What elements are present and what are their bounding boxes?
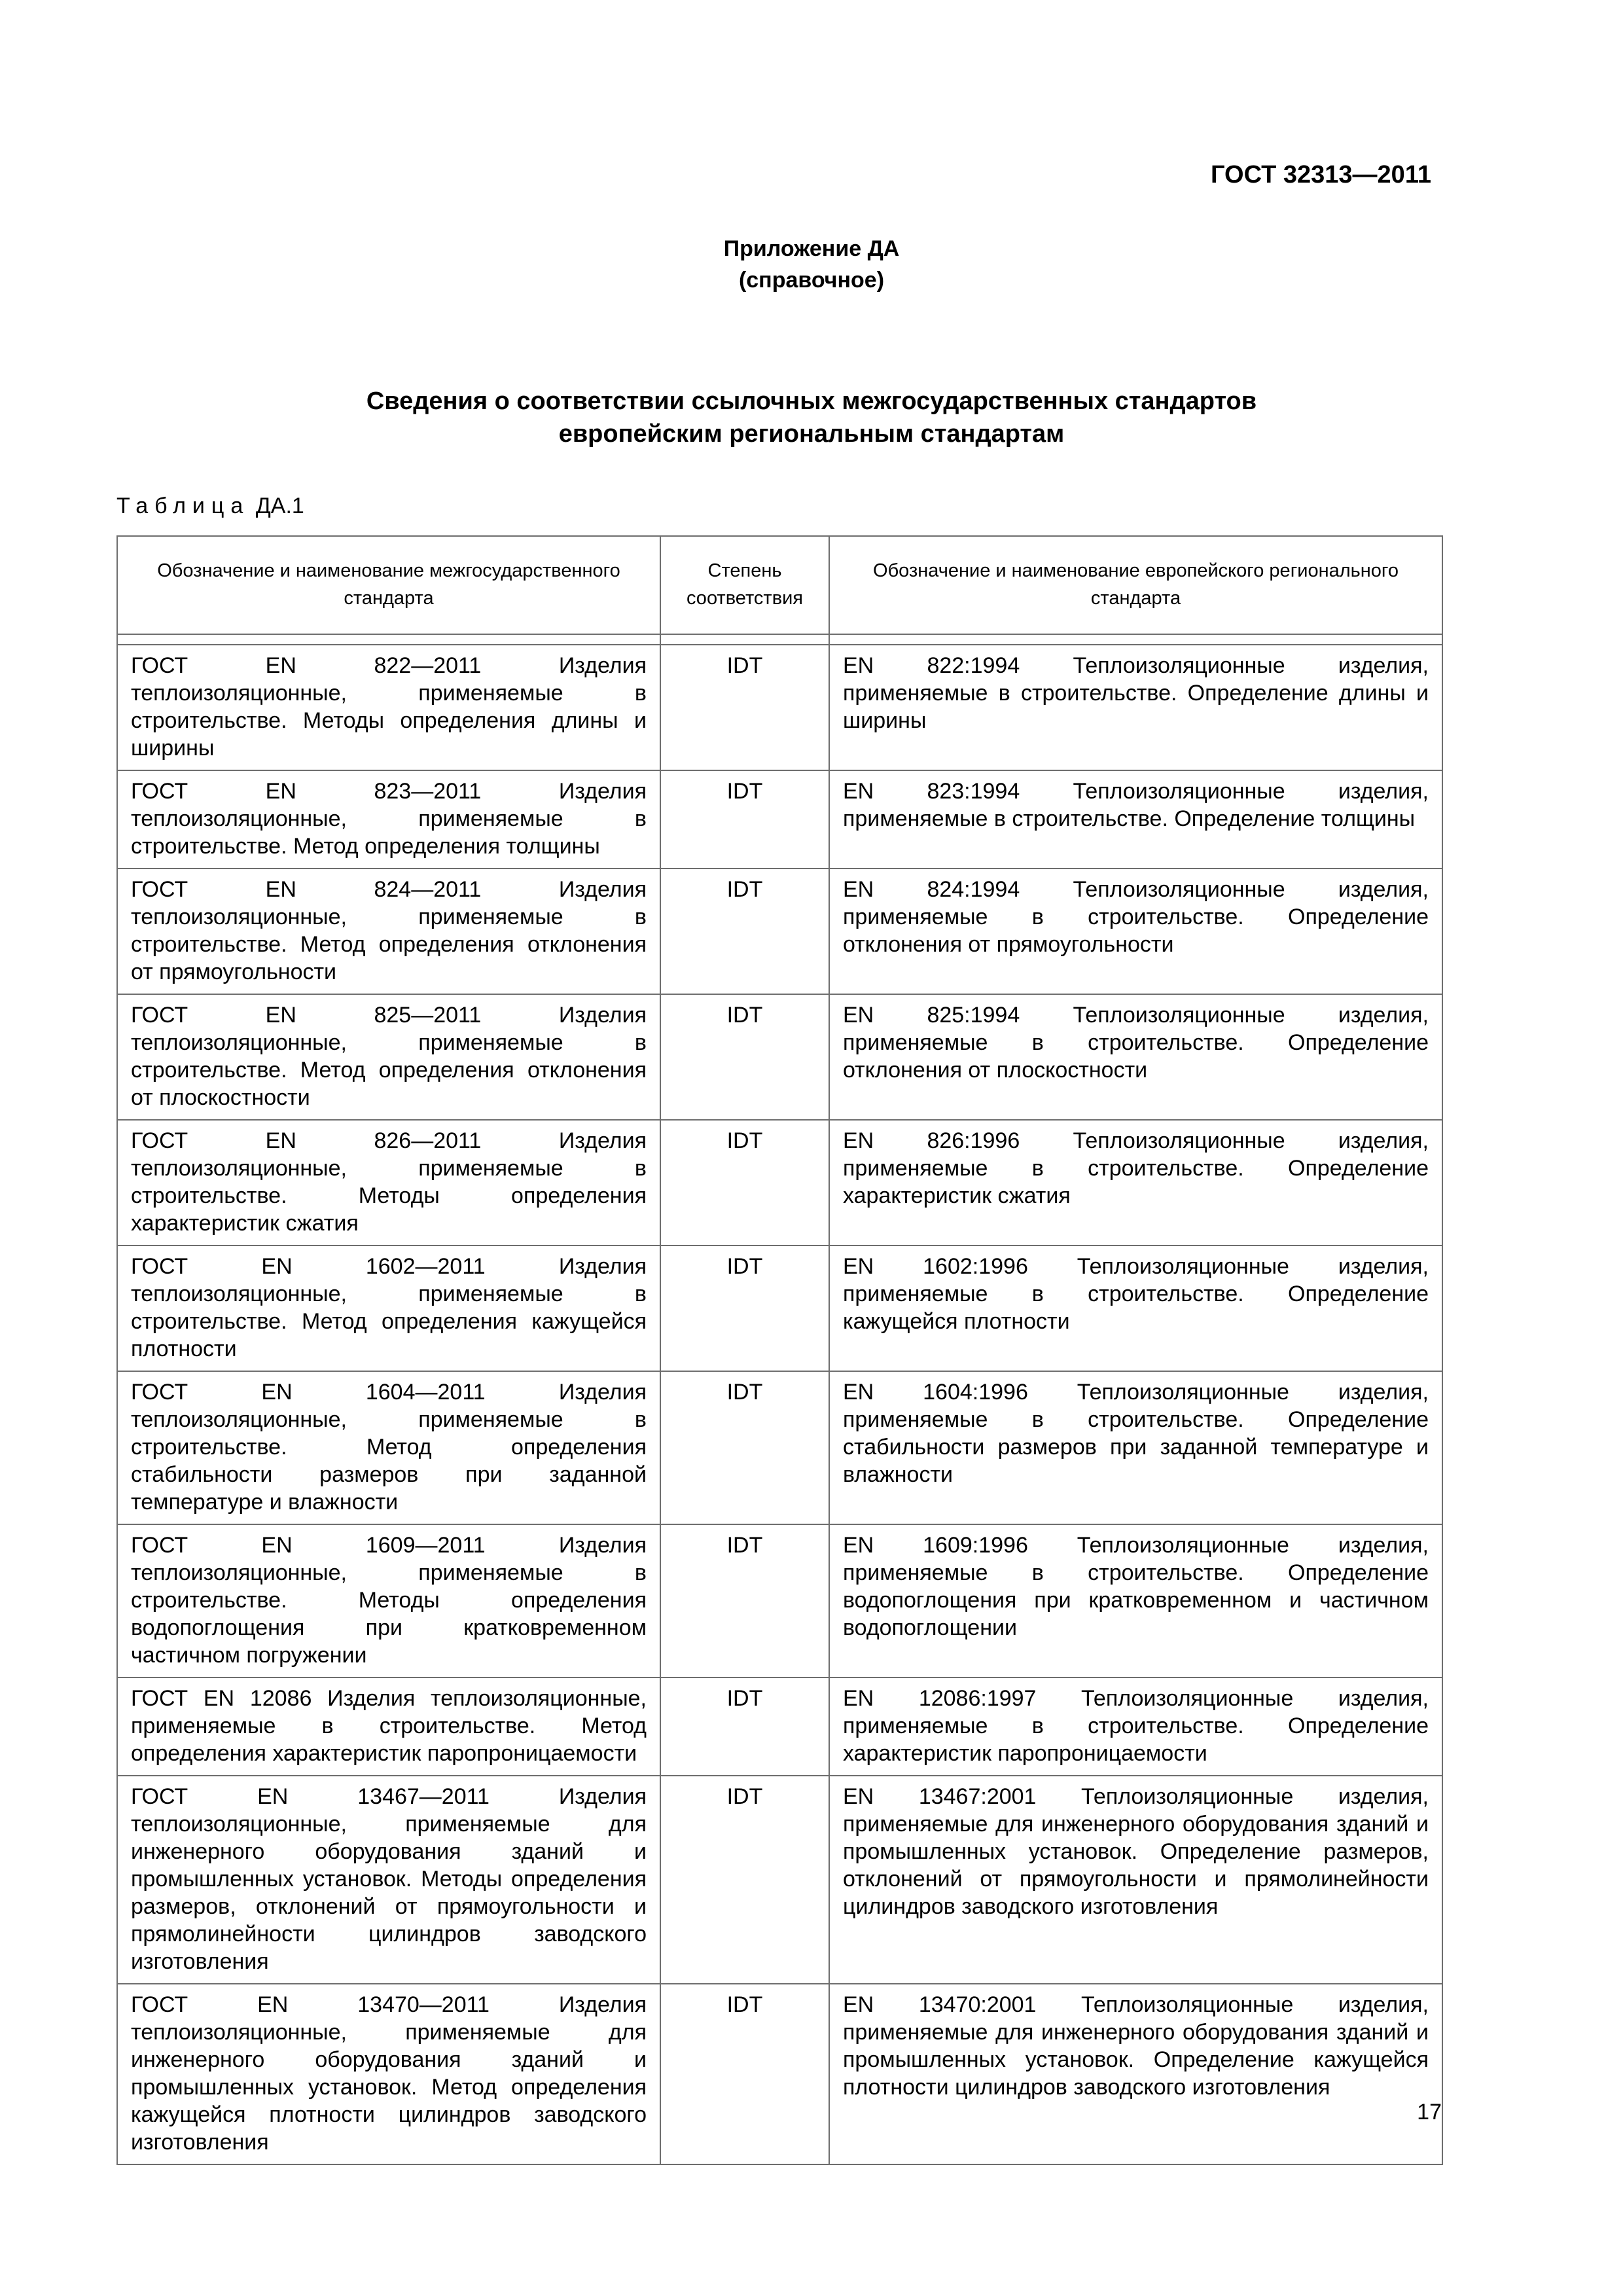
cell-gost-standard: ГОСТ EN 826—2011 Изделия теплоизоляционные, применяемые в строительстве. Методы определения характеристик сжатия [117, 1120, 660, 1246]
table-caption-number: ДА.1 [255, 493, 304, 518]
standards-table [116, 535, 1443, 2165]
cell-degree: IDT [660, 770, 829, 869]
cell-en-standard: EN 826:1996 Теплоизоляционные изделия, применяемые в строительстве. Определение характеристик сжатия [829, 1120, 1442, 1246]
table-row [117, 1120, 1442, 1246]
table-header-gap [117, 634, 1442, 645]
gap-cell [829, 634, 1442, 645]
cell-en-standard: EN 824:1994 Теплоизоляционные изделия, применяемые в строительстве. Определение отклонения от прямоугольности [829, 869, 1442, 994]
table-caption-word: Таблица [116, 493, 250, 518]
cell-degree: IDT [660, 1371, 829, 1524]
cell-gost-standard: ГОСТ EN 12086 Изделия теплоизоляционные, применяемые в строительстве. Метод определения характеристик паропроницаемости [117, 1677, 660, 1776]
table-row [117, 1984, 1442, 2164]
gap-cell [117, 634, 660, 645]
gap-cell [660, 634, 829, 645]
table-header-row [117, 536, 1442, 634]
appendix-heading [0, 233, 1623, 296]
cell-gost-standard: ГОСТ EN 824—2011 Изделия теплоизоляционные, применяемые в строительстве. Метод определения отклонения от прямоугольности [117, 869, 660, 994]
cell-en-standard: EN 13470:2001 Теплоизоляционные изделия, применяемые для инженерного оборудования зданий и промышленных установок. Определение кажущейся плотности цилиндров заводского изготовления [829, 1984, 1442, 2164]
header-en: Обозначение и наименование европейского регионального стандарта [829, 536, 1442, 634]
table-body [117, 634, 1442, 2164]
cell-en-standard: EN 12086:1997 Теплоизоляционные изделия, применяемые в строительстве. Определение характеристик паропроницаемости [829, 1677, 1442, 1776]
cell-gost-standard: ГОСТ EN 13467—2011 Изделия теплоизоляционные, применяемые для инженерного оборудования зданий и промышленных установок. Методы определения размеров, отклонений от прямоугольности и прямолинейности цилиндров заводского изготовления [117, 1776, 660, 1984]
page-title [0, 385, 1623, 450]
cell-gost-standard: ГОСТ EN 1604—2011 Изделия теплоизоляционные, применяемые в строительстве. Метод определения стабильности размеров при заданной температуре и влажности [117, 1371, 660, 1524]
table-row [117, 1776, 1442, 1984]
cell-gost-standard: ГОСТ EN 823—2011 Изделия теплоизоляционные, применяемые в строительстве. Метод определения толщины [117, 770, 660, 869]
header-degree: Степень соответствия [660, 536, 829, 634]
table-row [117, 770, 1442, 869]
page-number: 17 [1417, 2100, 1442, 2125]
cell-en-standard: EN 1602:1996 Теплоизоляционные изделия, применяемые в строительстве. Определение кажущейся плотности [829, 1246, 1442, 1371]
cell-en-standard: EN 823:1994 Теплоизоляционные изделия, применяемые в строительстве. Определение толщины [829, 770, 1442, 869]
cell-degree: IDT [660, 1677, 829, 1776]
document-code: ГОСТ 32313—2011 [1211, 161, 1431, 188]
table-row [117, 869, 1442, 994]
cell-en-standard: EN 825:1994 Теплоизоляционные изделия, применяемые в строительстве. Определение отклонения от плоскостности [829, 994, 1442, 1120]
cell-gost-standard: ГОСТ EN 825—2011 Изделия теплоизоляционные, применяемые в строительстве. Метод определения отклонения от плоскостности [117, 994, 660, 1120]
cell-en-standard: EN 13467:2001 Теплоизоляционные изделия, применяемые для инженерного оборудования зданий и промышленных установок. Определение размеров, отклонений от прямоугольности и прямолинейности цилиндров заводского изготовления [829, 1776, 1442, 1984]
table-row [117, 1371, 1442, 1524]
cell-gost-standard: ГОСТ EN 1609—2011 Изделия теплоизоляционные, применяемые в строительстве. Методы определения водопоглощения при кратковременном частичном погружении [117, 1524, 660, 1677]
cell-gost-standard: ГОСТ EN 13470—2011 Изделия теплоизоляционные, применяемые для инженерного оборудования зданий и промышленных установок. Метод определения кажущейся плотности цилиндров заводского изготовления [117, 1984, 660, 2164]
cell-degree: IDT [660, 994, 829, 1120]
cell-degree: IDT [660, 1246, 829, 1371]
table-row [117, 645, 1442, 770]
table-row [117, 1246, 1442, 1371]
title-line-1: Сведения о соответствии ссылочных межгосударственных стандартов [366, 387, 1257, 415]
cell-en-standard: EN 822:1994 Теплоизоляционные изделия, применяемые в строительстве. Определение длины и ширины [829, 645, 1442, 770]
cell-degree: IDT [660, 645, 829, 770]
cell-degree: IDT [660, 1776, 829, 1984]
header-gost: Обозначение и наименование межгосударственного стандарта [117, 536, 660, 634]
table-row [117, 1677, 1442, 1776]
cell-en-standard: EN 1609:1996 Теплоизоляционные изделия, применяемые в строительстве. Определение водопоглощения при кратковременном и частичном водопоглощении [829, 1524, 1442, 1677]
title-line-2: европейским региональным стандартам [558, 420, 1065, 448]
cell-degree: IDT [660, 1524, 829, 1677]
table-caption [116, 493, 304, 519]
table-row [117, 1524, 1442, 1677]
cell-degree: IDT [660, 869, 829, 994]
cell-degree: IDT [660, 1984, 829, 2164]
cell-degree: IDT [660, 1120, 829, 1246]
cell-en-standard: EN 1604:1996 Теплоизоляционные изделия, применяемые в строительстве. Определение стабильности размеров при заданной температуре и влажности [829, 1371, 1442, 1524]
table-row [117, 994, 1442, 1120]
appendix-label: Приложение ДА [723, 236, 900, 261]
cell-gost-standard: ГОСТ EN 822—2011 Изделия теплоизоляционные, применяемые в строительстве. Методы определения длины и ширины [117, 645, 660, 770]
cell-gost-standard: ГОСТ EN 1602—2011 Изделия теплоизоляционные, применяемые в строительстве. Метод определения кажущейся плотности [117, 1246, 660, 1371]
appendix-type: (справочное) [738, 268, 885, 293]
